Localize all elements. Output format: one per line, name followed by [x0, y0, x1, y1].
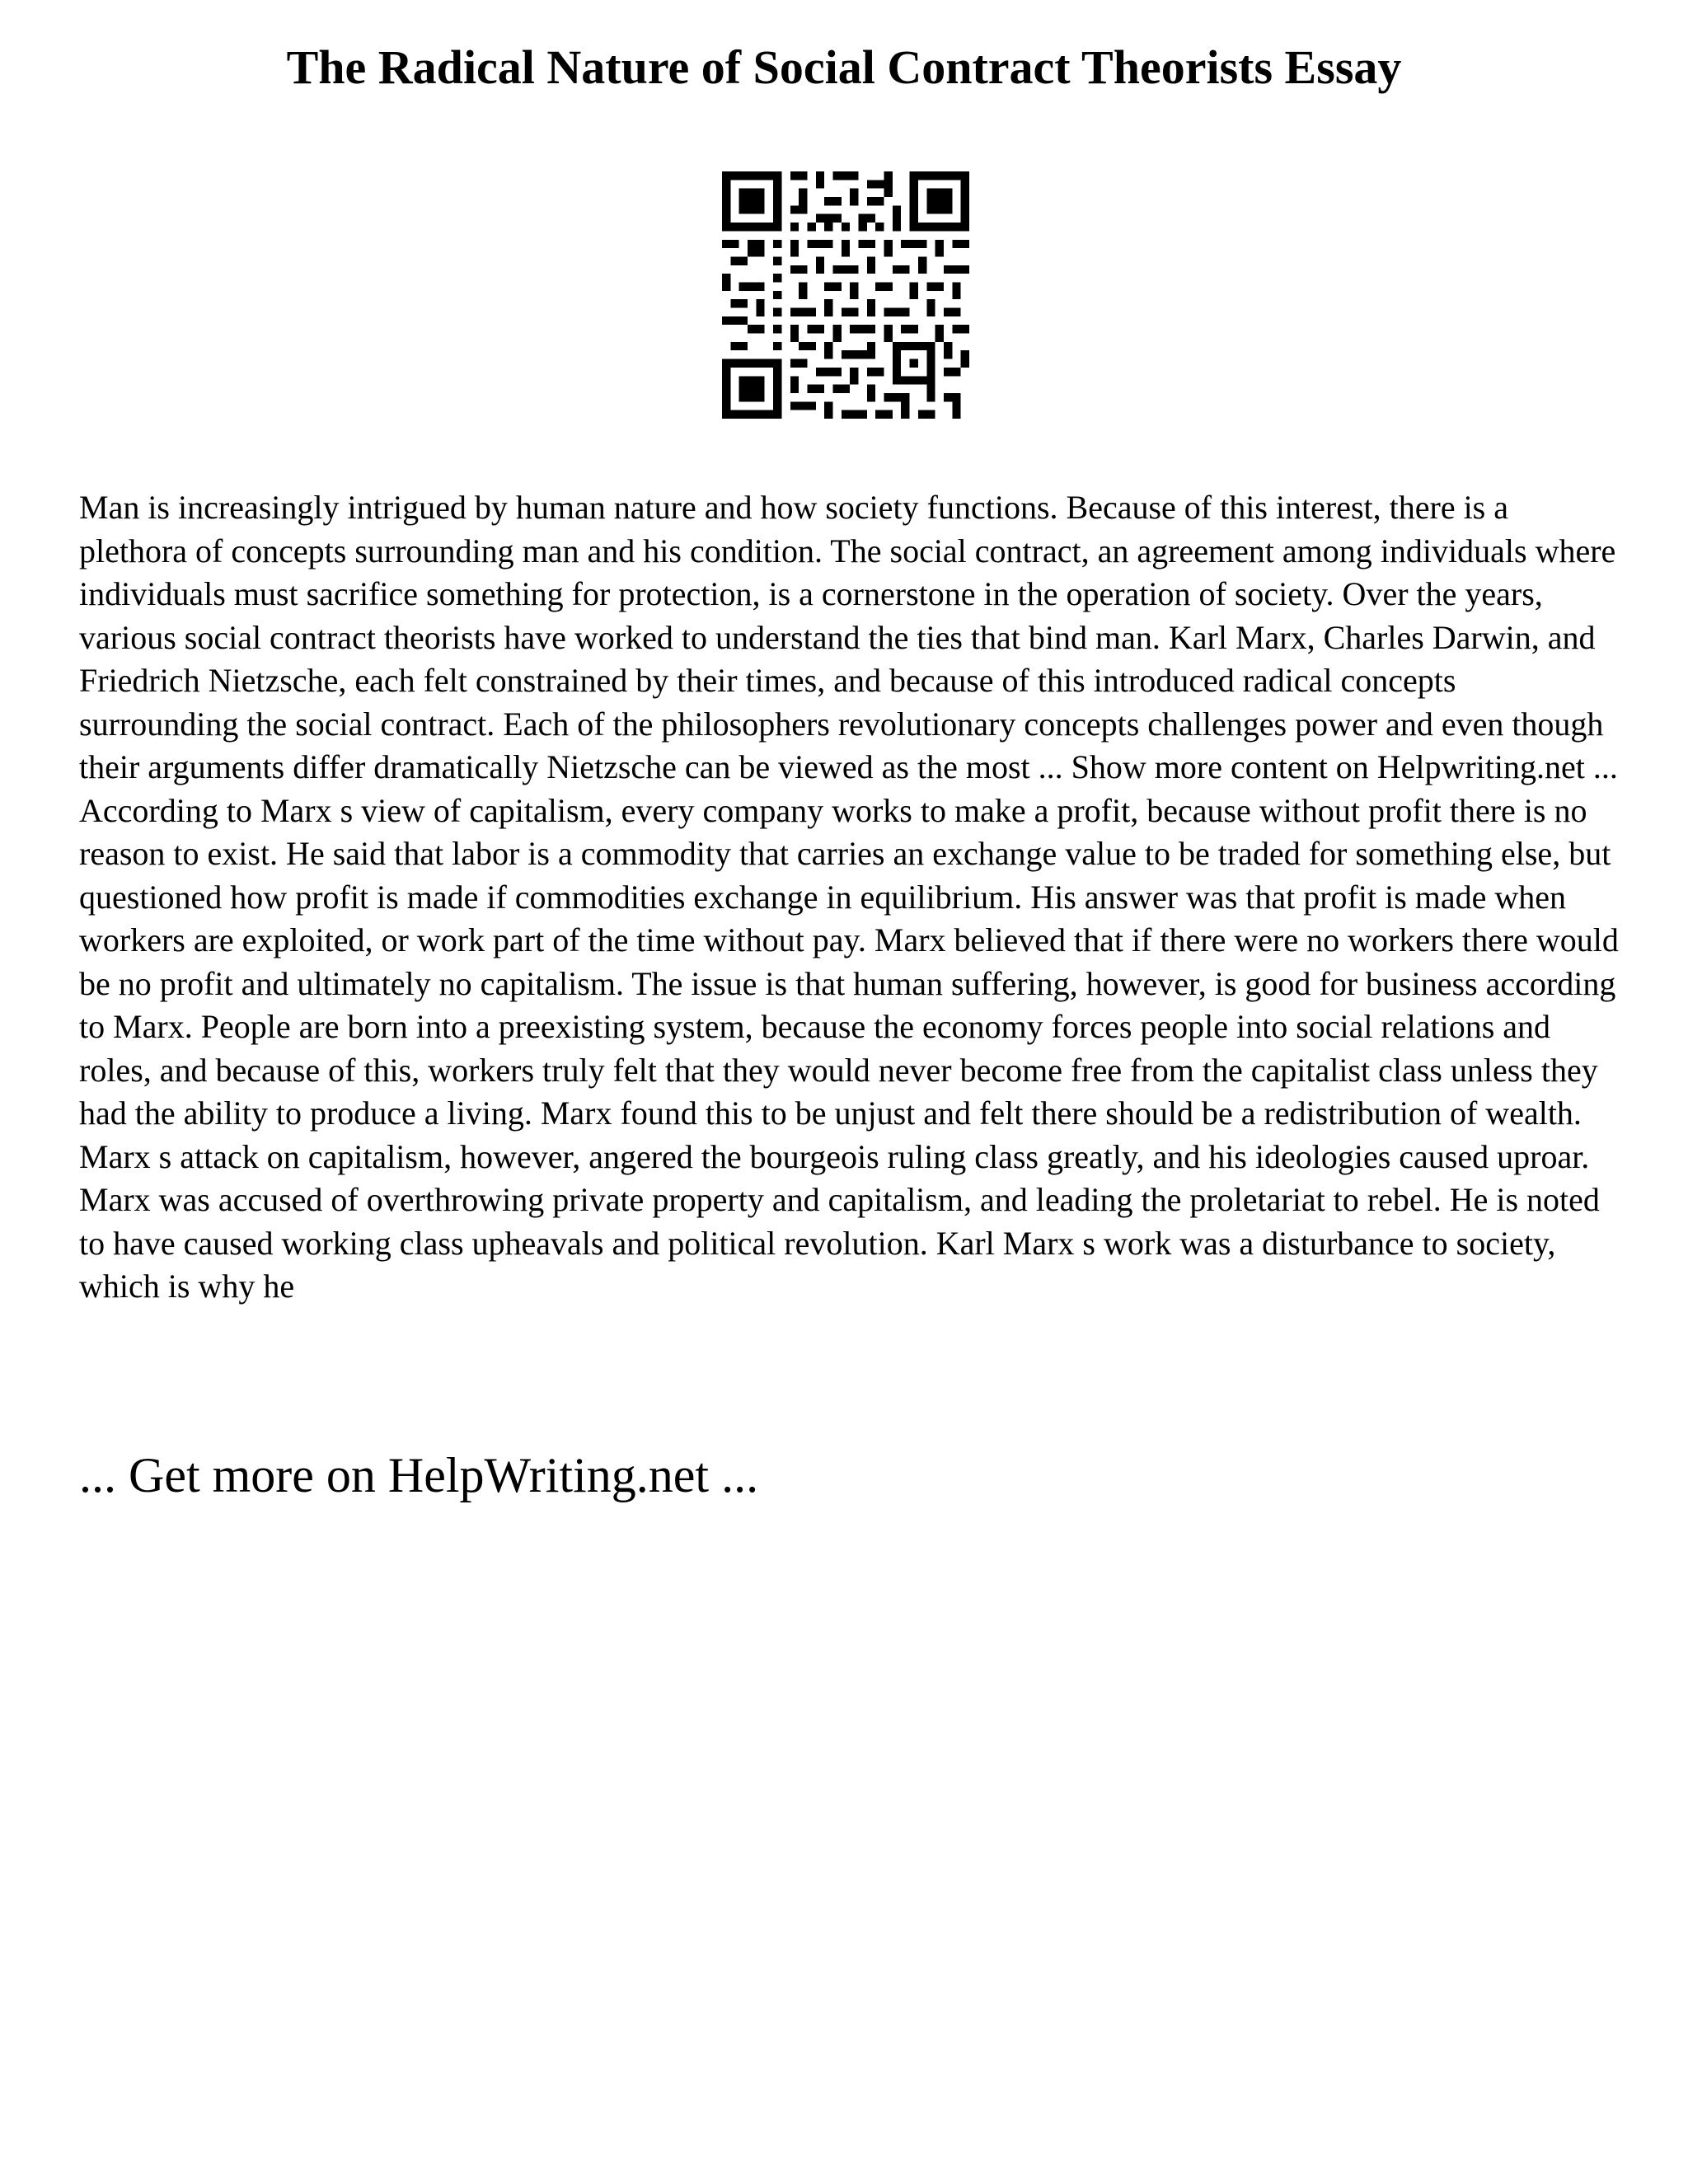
- essay-body: Man is increasingly intrigued by human nature and how society functions. Because of this interest, there is a plethora of concepts surrounding man and his condition. The social contract, an agreement among individuals where individuals must sacrifice something for protection, is a cornerstone in the operation of society. Over the years, various social contract theorists have worked to understand the ties that bind man. Karl Marx, Charles Darwin, and Friedrich Nietzsche, each felt constrained by their times, and because of this introduced radical concepts surrounding the social contract. Each of the philosophers revolutionary concepts challenges power and even though their arguments differ dramatically Nietzsche can be viewed as the most ... Show more content on Helpwriting.net ... According to Marx s view of capitalism, every company works to make a profit, because without profit there is no reason to exist. He said that labor is a commodity that carries an exchange value to be traded for something else, but questioned how profit is made if commodities exchange in equilibrium. His answer was that profit is made when workers are exploited, or work part of the time without pay. Marx believed that if there were no workers there would be no profit and ultimately no capitalism. The issue is that human suffering, however, is good for business according to Marx. People are born into a preexisting system, because the economy forces people into social relations and roles, and because of this, workers truly felt that they would never become free from the capitalist class unless they had the ability to produce a living. Marx found this to be unjust and felt there should be a redistribution of wealth. Marx s attack on capitalism, however, angered the bourgeois ruling class greatly, and his ideologies caused uproar. Marx was accused of overthrowing private property and capitalism, and leading the proletariat to rebel. He is noted to have caused working class upheavals and political revolution. Karl Marx s work was a disturbance to society, which is why he: [79, 489, 1619, 1305]
- get-more-link[interactable]: ... Get more on HelpWriting.net ...: [79, 1448, 759, 1502]
- qr-code-icon[interactable]: [722, 171, 969, 419]
- document-title: The Radical Nature of Social Contract Theorists Essay: [286, 40, 1402, 94]
